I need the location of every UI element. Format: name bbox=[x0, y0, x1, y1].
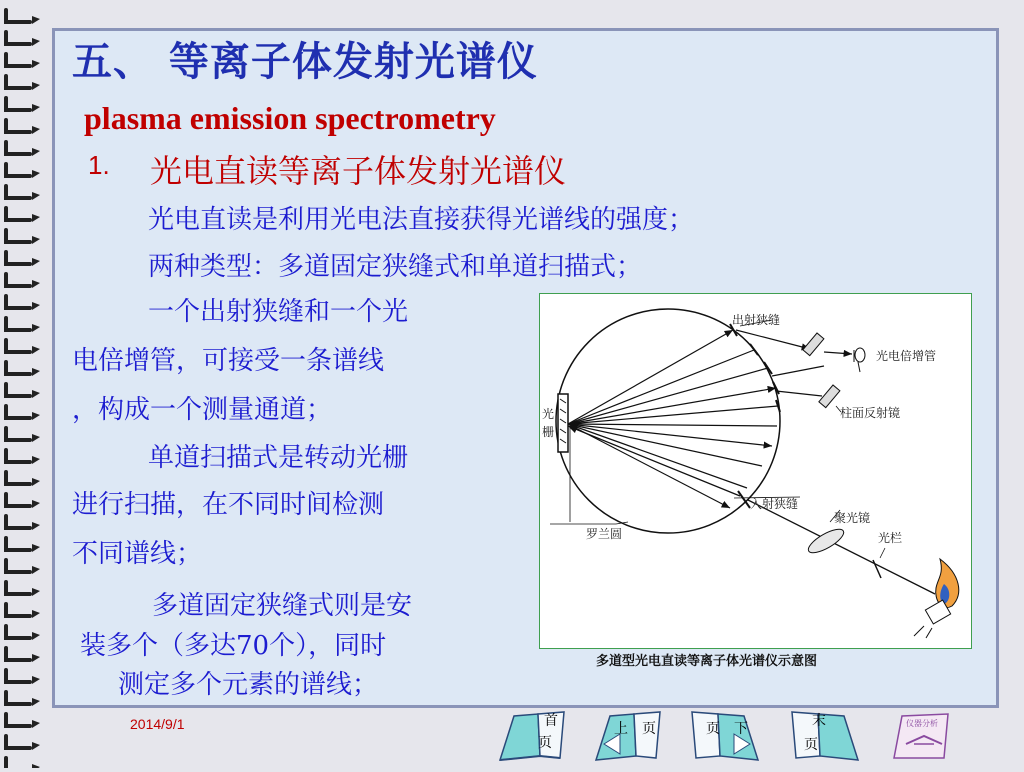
binding-ring bbox=[6, 582, 30, 594]
logo-text: 仪器分析 bbox=[906, 719, 938, 728]
binding-hook bbox=[32, 192, 40, 200]
label-condenser: 聚光镜 bbox=[834, 511, 871, 525]
body-line-10: 装多个（多达70个），同时 bbox=[80, 631, 387, 661]
label-grating-1: 光 bbox=[542, 407, 555, 421]
binding-hook bbox=[32, 676, 40, 684]
binding-hook bbox=[32, 456, 40, 464]
slide-title: 五、 等离子体发射光谱仪 bbox=[72, 39, 538, 85]
nav-prev-label-1: 上 bbox=[614, 721, 628, 737]
binding-hook bbox=[32, 764, 40, 768]
body-line-7: 进行扫描，在不同时间检测 bbox=[72, 490, 385, 520]
binding-ring bbox=[6, 736, 30, 748]
binding-ring bbox=[6, 516, 30, 528]
binding-ring bbox=[6, 142, 30, 154]
binding-ring bbox=[6, 164, 30, 176]
binding-hook bbox=[32, 280, 40, 288]
binding-hook bbox=[32, 390, 40, 398]
binding-ring bbox=[6, 340, 30, 352]
label-cyl-mirror: 柱面反射镜 bbox=[840, 406, 901, 420]
binding-ring bbox=[6, 538, 30, 550]
binding-ring bbox=[6, 648, 30, 660]
slide-date: 2014/9/1 bbox=[130, 716, 185, 732]
body-line-2: 两种类型：多道固定狭缝式和单道扫描式； bbox=[148, 252, 643, 282]
label-entrance-slit: 入射狭缝 bbox=[750, 497, 799, 511]
binding-hook bbox=[32, 258, 40, 266]
binding-ring bbox=[6, 208, 30, 220]
binding-ring bbox=[6, 10, 30, 22]
body-line-11: 测定多个元素的谱线； bbox=[118, 670, 379, 700]
condenser-lens bbox=[805, 525, 847, 557]
binding-hook bbox=[32, 82, 40, 90]
book-back-icon bbox=[590, 704, 670, 766]
binding-hook bbox=[32, 566, 40, 574]
binding-hook bbox=[32, 698, 40, 706]
binding-ring bbox=[6, 54, 30, 66]
binding-hook bbox=[32, 368, 40, 376]
binding-ring bbox=[6, 362, 30, 374]
spectrometer-diagram bbox=[539, 293, 972, 669]
binding-ring bbox=[6, 450, 30, 462]
binding-ring bbox=[6, 406, 30, 418]
binding-ring bbox=[6, 604, 30, 616]
binding-hook bbox=[32, 148, 40, 156]
rowland-circle bbox=[556, 309, 780, 533]
nav-last-button[interactable] bbox=[784, 704, 864, 766]
binding-hook bbox=[32, 170, 40, 178]
grating-block bbox=[558, 394, 568, 452]
binding-hook bbox=[32, 588, 40, 596]
binding-hook bbox=[32, 478, 40, 486]
binding-hook bbox=[32, 60, 40, 68]
mirror-1 bbox=[803, 333, 824, 356]
binding-hook bbox=[32, 434, 40, 442]
binding-ring bbox=[6, 98, 30, 110]
binding-hook bbox=[32, 302, 40, 310]
binding-hook bbox=[32, 500, 40, 508]
figure-caption-text: 多道型光电直读等离子体光谱仪示意图 bbox=[596, 654, 818, 669]
binding-ring bbox=[6, 758, 30, 768]
binding-ring bbox=[6, 76, 30, 88]
binding-hook bbox=[32, 654, 40, 662]
slide-subtitle: plasma emission spectrometry bbox=[84, 100, 496, 136]
binding-hook bbox=[32, 104, 40, 112]
binding-ring bbox=[6, 274, 30, 286]
binding-hook bbox=[32, 632, 40, 640]
nav-next-button[interactable] bbox=[684, 704, 764, 766]
nav-next-label-2: 下 bbox=[734, 721, 748, 737]
nav-next-label-1: 页 bbox=[706, 721, 720, 737]
book-icon bbox=[494, 704, 574, 766]
nav-last-label-2: 页 bbox=[804, 737, 818, 753]
label-aperture: 光栏 bbox=[878, 531, 903, 545]
binding-hook bbox=[32, 522, 40, 530]
binding-hook bbox=[32, 610, 40, 618]
label-rowland: 罗兰圆 bbox=[586, 527, 623, 541]
diagram-graphic bbox=[540, 294, 973, 650]
binding-hook bbox=[32, 720, 40, 728]
binding-ring bbox=[6, 186, 30, 198]
binding-hook bbox=[32, 38, 40, 46]
book-forward-icon bbox=[684, 704, 764, 766]
binding-hook bbox=[32, 412, 40, 420]
nav-prev-label-2: 页 bbox=[642, 721, 656, 737]
binding-ring bbox=[6, 494, 30, 506]
binding-ring bbox=[6, 670, 30, 682]
binding-ring bbox=[6, 252, 30, 264]
binding-hook bbox=[32, 16, 40, 24]
binding-ring bbox=[6, 296, 30, 308]
binding-ring bbox=[6, 120, 30, 132]
binding-ring bbox=[6, 32, 30, 44]
body-line-8: 不同谱线； bbox=[72, 539, 203, 569]
nav-first-button[interactable] bbox=[494, 704, 574, 766]
binding-ring bbox=[6, 560, 30, 572]
binding-ring bbox=[6, 230, 30, 242]
body-line-4: 电倍增管，可接受一条谱线 bbox=[72, 346, 385, 376]
body-line-3: 一个出射狭缝和一个光 bbox=[148, 297, 409, 327]
binding-ring bbox=[6, 384, 30, 396]
nav-prev-button[interactable] bbox=[590, 704, 670, 766]
nav-first-label-1: 首 bbox=[544, 713, 558, 729]
binding-hook bbox=[32, 126, 40, 134]
binding-rings-graphic bbox=[0, 0, 52, 768]
logo-button[interactable] bbox=[890, 704, 954, 766]
binding-ring bbox=[6, 428, 30, 440]
binding-hook bbox=[32, 324, 40, 332]
label-grating-2: 栅 bbox=[542, 425, 555, 439]
body-line-9: 多道固定狭缝式则是安 bbox=[152, 591, 413, 621]
mirror-2 bbox=[819, 385, 840, 408]
instrument-logo-icon bbox=[890, 704, 954, 766]
binding-hook bbox=[32, 346, 40, 354]
nav-first-label-2: 页 bbox=[538, 735, 552, 751]
body-line-6: 单道扫描式是转动光栅 bbox=[148, 443, 409, 473]
section-title: 光电直读等离子体发射光谱仪 bbox=[150, 152, 567, 190]
pmt-bulb bbox=[855, 348, 865, 362]
binding-ring bbox=[6, 318, 30, 330]
label-exit-slit: 出射狭缝 bbox=[732, 313, 781, 327]
binding-ring bbox=[6, 472, 30, 484]
binding-ring bbox=[6, 626, 30, 638]
binding-ring bbox=[6, 714, 30, 726]
spiral-binding bbox=[0, 0, 52, 768]
body-line-1: 光电直读是利用光电法直接获得光谱线的强度； bbox=[148, 205, 695, 235]
binding-ring bbox=[6, 692, 30, 704]
nav-last-label-1: 末 bbox=[812, 713, 826, 729]
body-line-5: ，构成一个测量通道； bbox=[72, 395, 333, 425]
binding-hook bbox=[32, 214, 40, 222]
label-pmt: 光电倍增管 bbox=[876, 349, 937, 363]
binding-hook bbox=[32, 544, 40, 552]
binding-hook bbox=[32, 236, 40, 244]
binding-hook bbox=[32, 742, 40, 750]
section-number: 1. bbox=[88, 150, 110, 180]
